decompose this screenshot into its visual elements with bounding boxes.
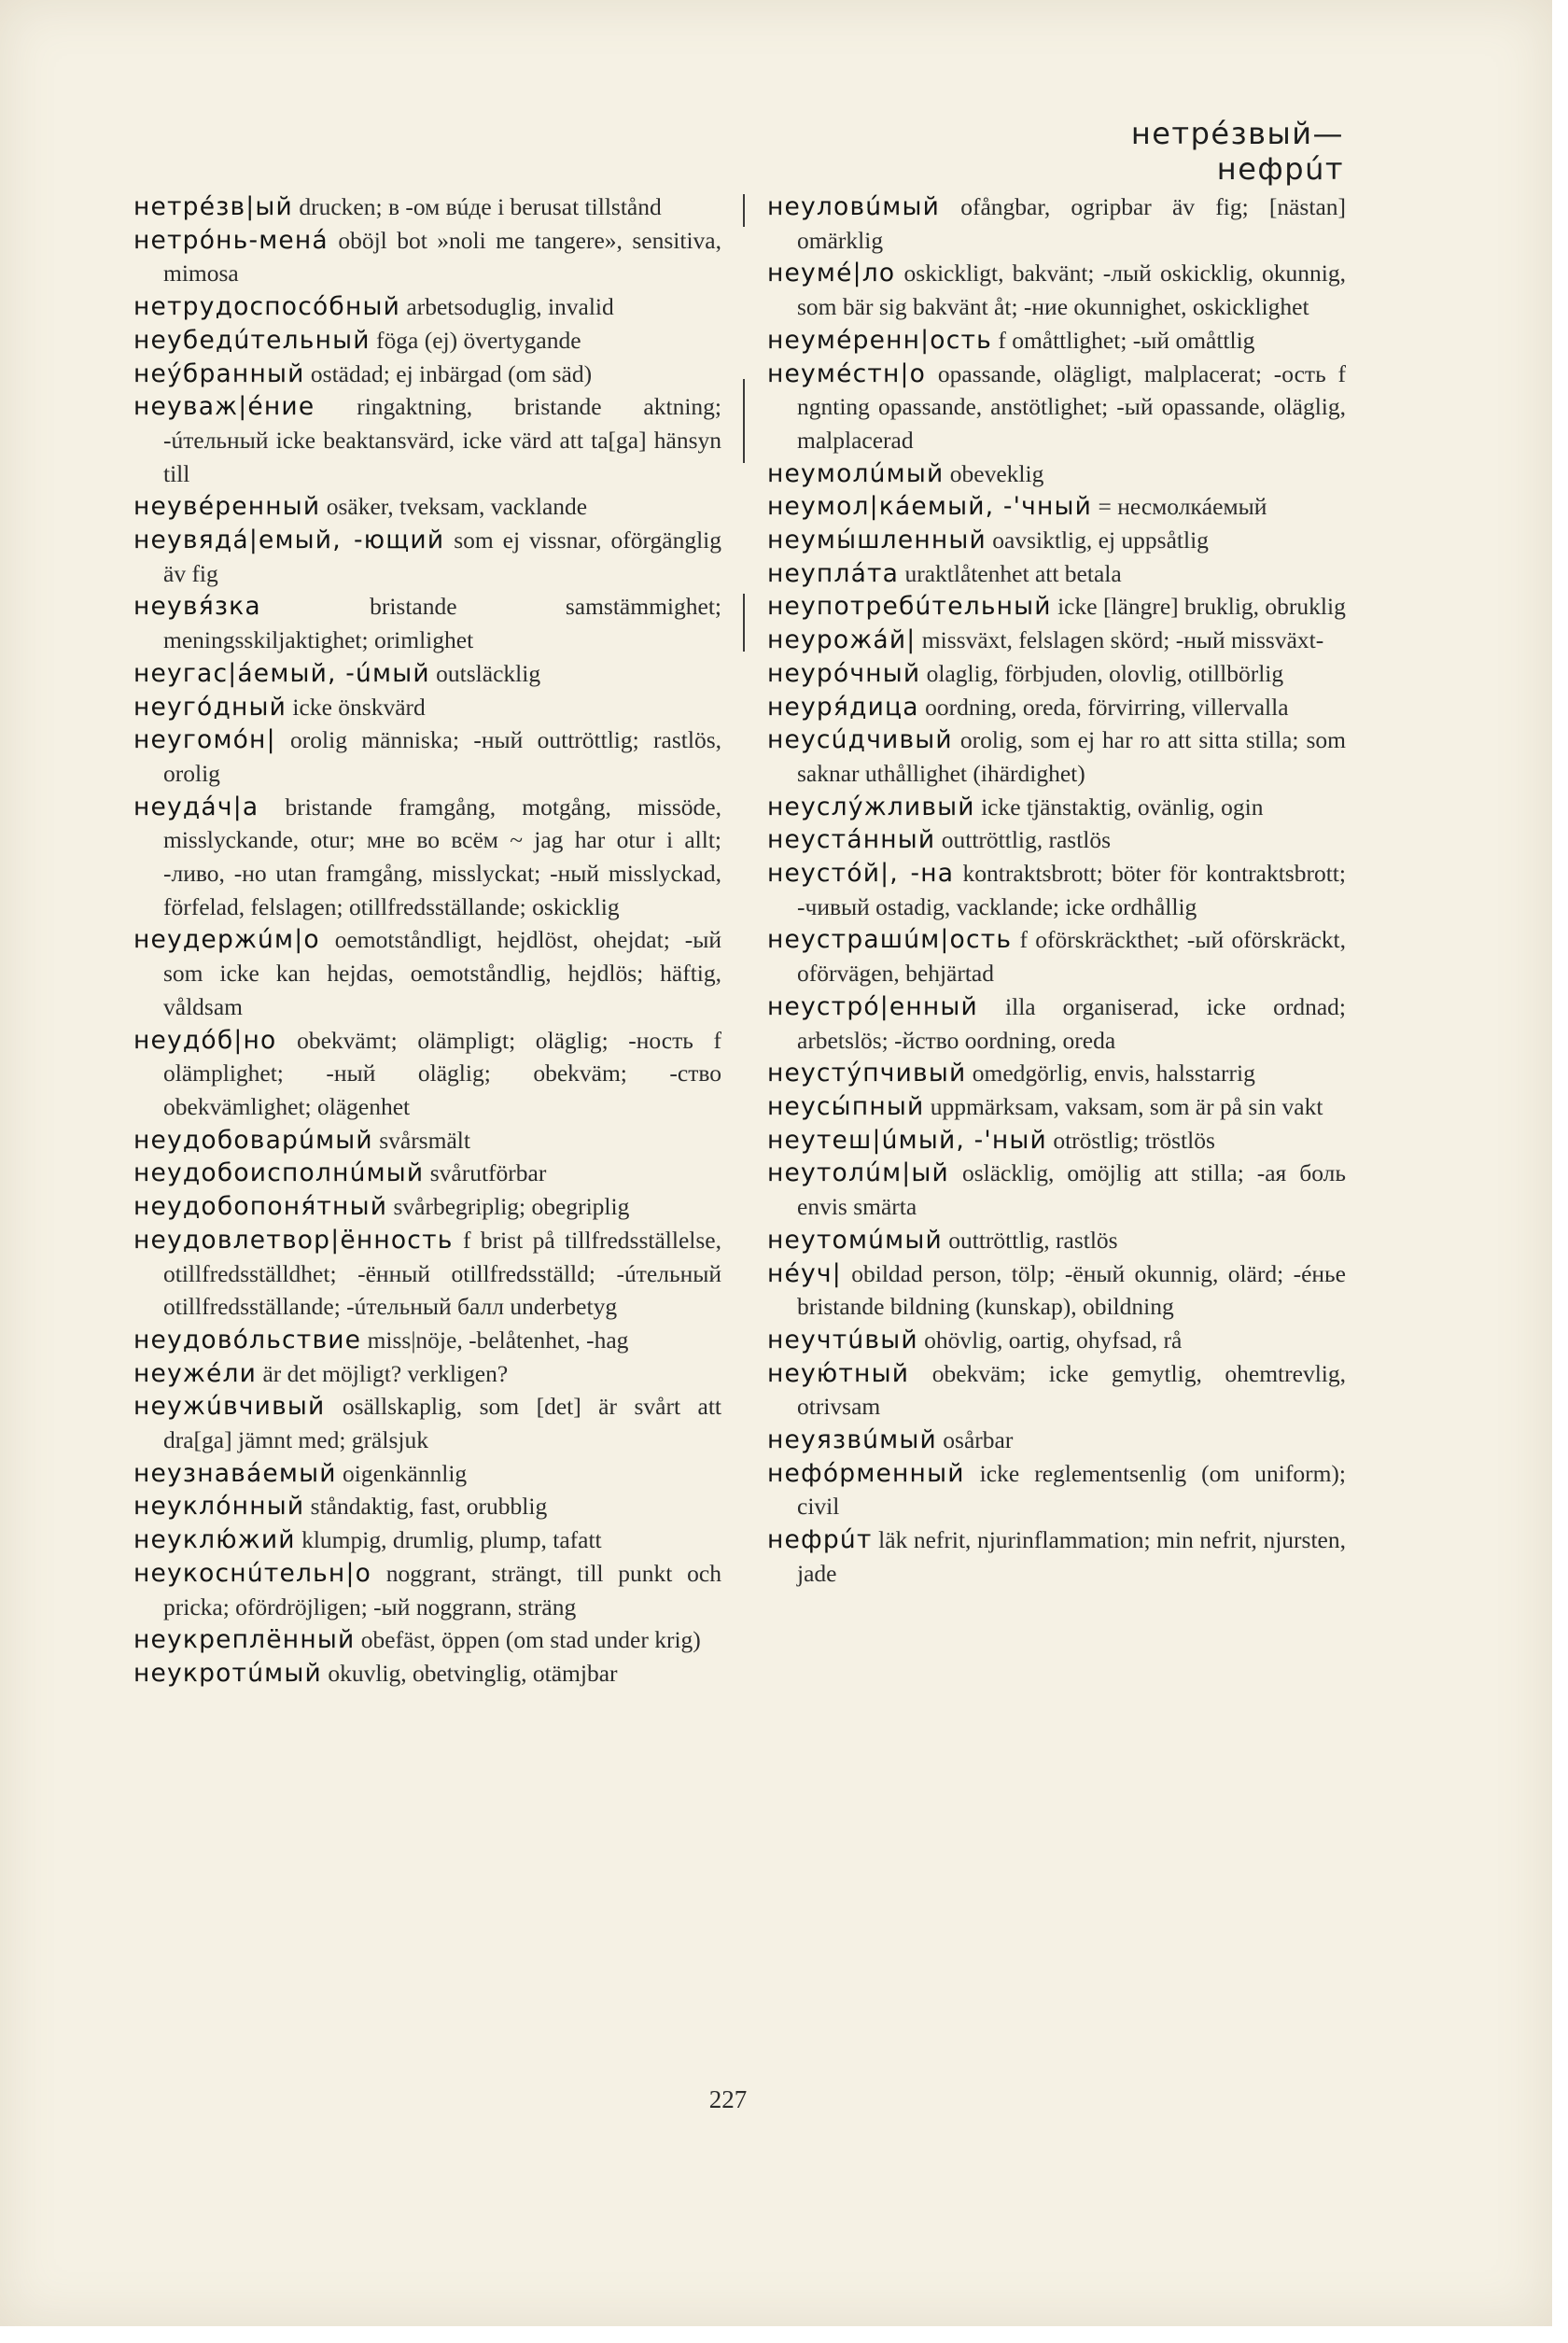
entry-headword: неугомóн|: [133, 725, 276, 755]
entry-headword: неужúвчивый: [133, 1392, 326, 1422]
entry-headword: неудобоисполнúмый: [133, 1158, 425, 1188]
dictionary-entry: [133, 1657, 721, 1691]
dictionary-entry: [133, 290, 721, 324]
dictionary-entry: [767, 1090, 1346, 1124]
entry-definition: ohövlig, oartig, ohyfsad, rå: [917, 1326, 1183, 1354]
entry-headword: неуря́дица: [767, 692, 919, 722]
dictionary-entry: [767, 1324, 1346, 1357]
dictionary-entry: [133, 390, 721, 490]
entry-definition: = несмолкáемый: [1092, 493, 1267, 521]
entry-headword: неудовóльствие: [133, 1325, 362, 1354]
dictionary-entry: [767, 257, 1346, 323]
dictionary-entry: [767, 1424, 1346, 1457]
dictionary-entry: [767, 557, 1346, 591]
dictionary-entry: [133, 358, 721, 391]
entry-headword: неурóчный: [767, 658, 921, 688]
entry-definition: oemotståndligt, hejdlöst, ohejdat; -ый som icke kan hejdas, oemotståndlig, hejdlös; häftig, våldsam: [163, 926, 721, 1020]
entry-headword: неукоснúтельн|о: [133, 1558, 371, 1588]
entry-definition: noggrant, strängt, till punkt och pricka; ofördröjligen; -ый noggrann, sträng: [163, 1559, 721, 1620]
dictionary-entry: [133, 1190, 721, 1224]
entry-definition: kontraktsbrott; böter för kontraktsbrott; -чивый ostadig, vacklande; icke ordhållig: [797, 860, 1346, 920]
entry-definition: oavsiktlig, ej uppsåtlig: [986, 526, 1209, 554]
entry-headword: неуклю́жий: [133, 1525, 296, 1555]
entry-headword: неужéли: [133, 1358, 258, 1388]
dictionary-entry: [767, 1457, 1346, 1523]
entry-definition: olaglig, förbjuden, olovlig, otillbörlig: [920, 659, 1284, 687]
dictionary-entry: [133, 590, 721, 656]
entry-headword: неустýпчивый: [767, 1059, 967, 1088]
dictionary-entry: [767, 524, 1346, 557]
entry-definition: missväxt, felslagen skörd; -ный missväxt-: [916, 626, 1324, 654]
column-rule: [743, 594, 745, 652]
dictionary-entry: [767, 1357, 1346, 1424]
entry-definition: ofångbar, ogripbar äv fig; [nästan] omärklig: [797, 193, 1346, 254]
dictionary-entry: [133, 691, 721, 724]
dictionary-entry: [767, 857, 1346, 923]
entry-definition: obekvämt; olämpligt; oläglig; -ность f olämplighet; -ный oläglig; obekväm; -ство obekvämlighet; olägenhet: [163, 1026, 721, 1120]
entry-definition: bristande framgång, motgång, missöde, misslyckande, otur; мне во всём ~ jag har otur i allt; -ливо, -но utan framgång, misslyckat; -ный misslyckad, förfelad, felslagen; otillfredsställande; oskicklig: [163, 793, 721, 920]
dictionary-entry: [133, 1390, 721, 1456]
page-edge: [1552, 0, 1568, 2343]
entry-definition: f omåttlighet; -ый omåttlig: [991, 326, 1255, 354]
entry-definition: är det möjligt? verkligen?: [257, 1359, 509, 1387]
entry-headword: неустóй|, -на: [767, 859, 955, 889]
entry-definition: svårutförbar: [424, 1159, 547, 1187]
entry-definition: icke reglementsenlig (om uniform); civil: [797, 1459, 1346, 1521]
entry-definition: okuvlig, obetvinglig, otämjbar: [321, 1659, 618, 1687]
entry-headword: неудовлетвор|ённость: [133, 1225, 454, 1255]
entry-definition: föga (ej) övertygande: [370, 326, 581, 354]
entry-definition: icke önskvärd: [287, 693, 426, 721]
entry-definition: ringaktning, bristande aktning; -úтельный icke beaktansvärd, icke värd att ta[ga] hänsyn till: [163, 393, 721, 487]
dictionary-entry: [767, 624, 1346, 657]
dictionary-entry: [133, 1623, 721, 1657]
entry-headword: неубедúтельный: [133, 325, 371, 355]
entry-definition: oböjl bot »noli me tangere», sensitiva, mimosa: [163, 226, 721, 288]
entry-headword: неустáнный: [767, 825, 936, 855]
dictionary-entry: [133, 524, 721, 590]
entry-definition: obildad person, tölp; -ёный okunnig, olärd; -éнье bristande bildning (kunskap), obildning: [797, 1259, 1346, 1321]
entry-headword: неустрашúм|ость: [767, 925, 1013, 955]
dictionary-entry: [767, 457, 1346, 491]
entry-headword: неутомúмый: [767, 1225, 943, 1255]
dictionary-entry: [767, 1157, 1346, 1223]
dictionary-entry: [133, 1457, 721, 1491]
dictionary-entry: [767, 590, 1346, 624]
dictionary-entry: [767, 691, 1346, 724]
entry-definition: icke [längre] bruklig, obruklig: [1051, 593, 1346, 621]
entry-headword: неуслýжливый: [767, 792, 975, 821]
entry-definition: svårsmält: [372, 1126, 470, 1154]
dictionary-entry: [767, 358, 1346, 457]
entry-definition: icke tjänstaktig, ovänlig, ogin: [974, 793, 1264, 821]
entry-headword: неувя́зка: [133, 592, 261, 622]
entry-headword: нефóрменный: [767, 1458, 965, 1488]
entry-headword: неуклóнный: [133, 1492, 305, 1522]
dictionary-entry: [767, 1224, 1346, 1257]
dictionary-entry: [133, 1224, 721, 1324]
entry-definition: obeveklig: [944, 459, 1044, 487]
right-column: [767, 190, 1346, 1591]
entry-headword: нетрóнь-менá: [133, 225, 329, 255]
dictionary-entry: [767, 490, 1346, 524]
dictionary-entry: [133, 224, 721, 290]
entry-definition: svårbegriplig; obegriplig: [387, 1193, 630, 1221]
entry-definition: osårbar: [936, 1426, 1014, 1454]
dictionary-entry: [767, 1057, 1346, 1090]
entry-headword: неугóдный: [133, 692, 287, 722]
entry-headword: неупотребúтельный: [767, 592, 1052, 622]
dictionary-entry: [767, 324, 1346, 358]
entry-definition: uraktlåtenhet att betala: [899, 559, 1122, 587]
dictionary-entry: [133, 1024, 721, 1124]
entry-definition: som ej vissnar, oförgänglig äv fig: [163, 526, 721, 587]
entry-definition: f oförskräckthet; -ый oförskräckt, oförvägen, behjärtad: [797, 926, 1346, 988]
entry-headword: неумéстн|о: [767, 358, 927, 388]
entry-headword: неучтúвый: [767, 1325, 918, 1354]
entry-definition: osällskaplig, som [det] är svårt att dra[ga] jämnt med; grälsjuk: [163, 1393, 721, 1454]
dictionary-entry: [133, 1324, 721, 1357]
dictionary-entry: [767, 791, 1346, 824]
entry-headword: неудобопоня́тный: [133, 1192, 388, 1222]
entry-definition: uppmärksam, vaksam, som är på sin vakt: [924, 1092, 1323, 1120]
entry-definition: f brist på tillfredsställelse, otillfredsställdhet; -ённый otillfredsställd; -úтельный otillfredsställande; -úтельный балл underbetyg: [163, 1226, 721, 1321]
entry-headword: неумол|кáемый, -'чный: [767, 492, 1093, 522]
dictionary-entry: [133, 1490, 721, 1523]
entry-definition: obekväm; icke gemytlig, ohemtrevlig, otrivsam: [797, 1359, 1346, 1421]
entry-headword: неутеш|úмый, -'ный: [767, 1125, 1047, 1155]
dictionary-entry: [133, 1523, 721, 1557]
entry-definition: outtröttlig, rastlös: [942, 1226, 1118, 1254]
entry-definition: oskickligt, bakvänt; -лый oskicklig, okunnig, som bär sig bakvänt åt; -ние okunnighet, oskicklighet: [797, 260, 1346, 321]
dictionary-entry: [767, 1523, 1346, 1590]
entry-definition: miss|nöje, -belåtenhet, -hag: [361, 1326, 629, 1354]
entry-definition: otröstlig; tröstlös: [1046, 1126, 1215, 1154]
entry-definition: oigenkännlig: [336, 1459, 468, 1487]
dictionary-entry: [767, 923, 1346, 989]
entry-headword: нефрúт: [767, 1525, 873, 1555]
entry-headword: неумéренн|ость: [767, 325, 992, 355]
entry-definition: osäker, tveksam, vacklande: [320, 493, 588, 521]
entry-definition: bristande samstämmighet; meningsskiljaktighet; orimlighet: [163, 593, 721, 654]
entry-headword: неугас|áемый, -úмый: [133, 658, 430, 688]
dictionary-entry: [133, 1157, 721, 1190]
entry-headword: неутолúм|ый: [767, 1158, 949, 1188]
entry-headword: неуплáта: [767, 558, 900, 588]
dictionary-entry: [767, 190, 1346, 257]
entry-definition: omedgörlig, envis, halsstarrig: [966, 1059, 1255, 1087]
dictionary-entry: [133, 657, 721, 691]
dictionary-entry: [767, 723, 1346, 790]
entry-definition: illa organiserad, icke ordnad; arbetslös; -йство oordning, oreda: [797, 992, 1346, 1054]
entry-headword: неурожáй|: [767, 625, 917, 655]
dictionary-entry: [133, 791, 721, 924]
dictionary-entry: [133, 1357, 721, 1391]
dictionary-entry: [767, 657, 1346, 691]
page-number: 227: [708, 2085, 748, 2113]
dictionary-entry: [133, 723, 721, 790]
entry-definition: outtröttlig, rastlös: [935, 826, 1112, 854]
entry-headword: неумé|ло: [767, 259, 896, 288]
entry-definition: klumpig, drumlig, plump, tafatt: [295, 1526, 602, 1554]
dictionary-entry: [133, 190, 721, 224]
dictionary-entry: [133, 1124, 721, 1157]
entry-headword: неузнавáемый: [133, 1458, 337, 1488]
entry-definition: opassande, olägligt, malplacerat; -ость f ngnting opassande, anstötlighet; -ый opassande, oläglig, malplacerad: [797, 359, 1346, 454]
column-rule: [743, 379, 745, 463]
entry-headword: неую́тный: [767, 1358, 910, 1388]
entry-headword: неусы́пный: [767, 1091, 925, 1121]
entry-headword: нетрудоспосóбный: [133, 292, 401, 322]
entry-definition: arbetsoduglig, invalid: [400, 293, 614, 321]
entry-headword: неумы́шленный: [767, 526, 987, 555]
entry-headword: неуловúмый: [767, 192, 941, 221]
dictionary-entry: [133, 490, 721, 524]
entry-headword: неумолúмый: [767, 458, 945, 488]
dictionary-entry: [133, 324, 721, 358]
entry-definition: oordning, oreda, förvirring, villervalla: [918, 693, 1289, 721]
entry-headword: неувéренный: [133, 492, 321, 522]
left-column: [133, 190, 721, 1691]
entry-headword: нéуч|: [767, 1258, 842, 1288]
entry-definition: ståndaktig, fast, orubblig: [304, 1493, 548, 1521]
dictionary-entry: [133, 923, 721, 1023]
entry-definition: outsläcklig: [429, 659, 541, 687]
entry-definition: orolig, som ej har ro att sitta stilla; som saknar uthållighet (ihärdighet): [797, 726, 1346, 787]
entry-definition: drucken; в -ом вúде i berusat tillstånd: [292, 193, 662, 220]
entry-headword: неувядá|емый, -ющий: [133, 526, 445, 555]
column-rule: [743, 194, 745, 227]
entry-headword: неудобоварúмый: [133, 1125, 373, 1155]
entry-headword: неудáч|а: [133, 792, 259, 821]
entry-definition: orolig människa; -ный outtröttlig; rastlös, orolig: [163, 726, 721, 787]
dictionary-entry: [767, 990, 1346, 1057]
dictionary-entry: [767, 1257, 1346, 1324]
entry-headword: неустрó|енный: [767, 991, 978, 1021]
entry-headword: неýбранный: [133, 358, 305, 388]
entry-definition: läk nefrit, njurinflammation; min nefrit, njursten, jade: [797, 1526, 1346, 1587]
entry-headword: неукреплённый: [133, 1625, 356, 1655]
running-head: нетрéзвый—нефрúт: [1130, 116, 1344, 187]
dictionary-entry: [133, 1557, 721, 1623]
entry-headword: неуязвúмый: [767, 1425, 937, 1455]
entry-headword: нетрéзв|ый: [133, 192, 293, 221]
entry-headword: неусúдчивый: [767, 725, 953, 755]
entry-definition: ostädad; ej inbärgad (om säd): [304, 359, 593, 387]
entry-headword: неудóб|но: [133, 1025, 277, 1055]
entry-headword: неукротúмый: [133, 1658, 322, 1688]
dictionary-entry: [767, 1124, 1346, 1157]
entry-definition: osläcklig, omöjlig att stilla; -ая боль envis smärta: [797, 1159, 1346, 1221]
entry-headword: неудержúм|о: [133, 925, 320, 955]
entry-headword: неуваж|éние: [133, 392, 315, 422]
entry-definition: obefäst, öppen (om stad under krig): [355, 1626, 701, 1654]
dictionary-entry: [767, 823, 1346, 857]
